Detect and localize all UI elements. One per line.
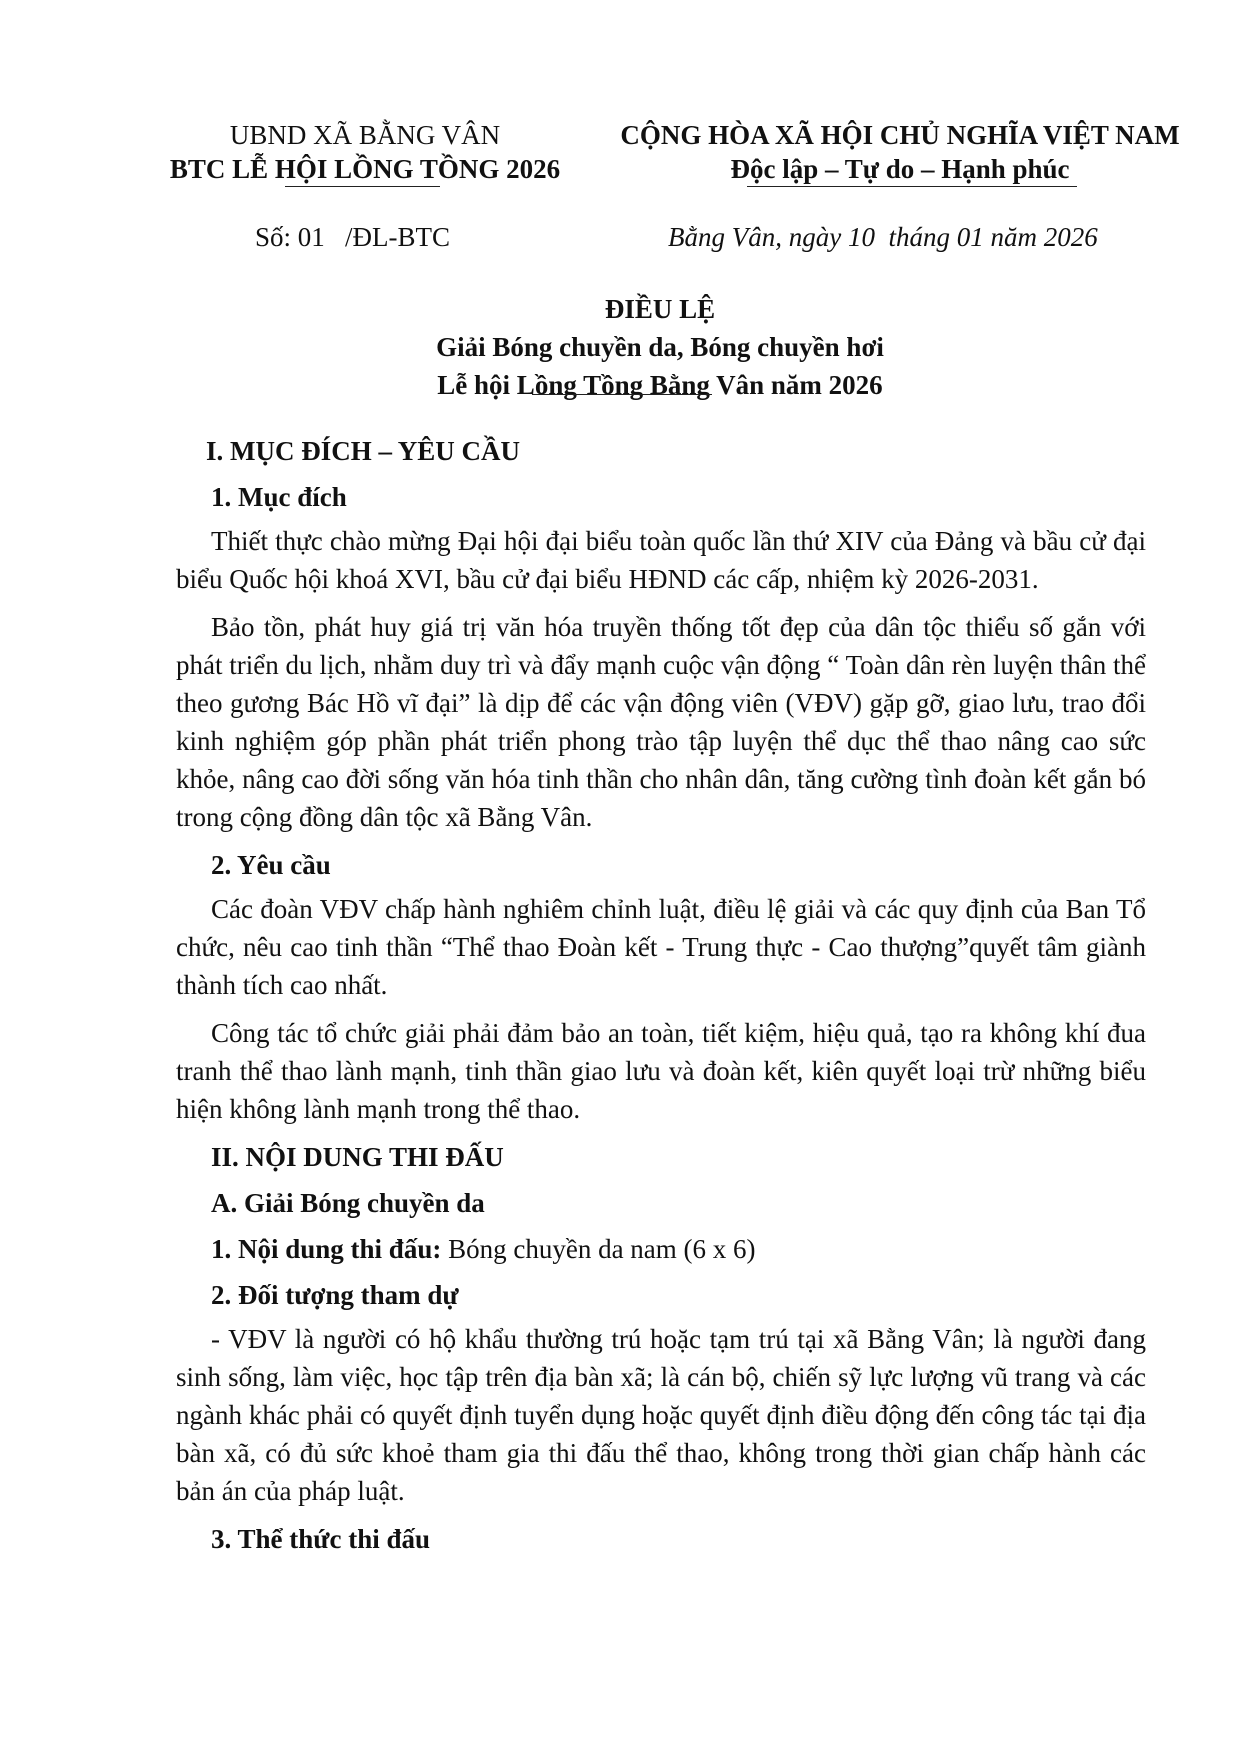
subsection-heading: 1. Mục đích xyxy=(211,482,347,512)
title-line-3: Lễ hội Lồng Tồng Bằng Vân năm 2026 xyxy=(437,370,883,400)
issuer-block xyxy=(130,118,600,186)
document-date: Bằng Vân, ngày 10 tháng 01 năm 2026 xyxy=(668,222,1098,252)
paragraph: Công tác tổ chức giải phải đảm bảo an toàn, tiết kiệm, hiệu quả, tạo ra không khí đua tranh thể thao lành mạnh, tinh thần giao lưu và đoàn kết, kiên quyết loại trừ những biểu hiện không lành mạnh trong thể thao. xyxy=(176,1018,1146,1124)
title-line-2: Giải Bóng chuyền da, Bóng chuyền hơi xyxy=(436,332,884,362)
subsection-heading: 2. Yêu cầu xyxy=(211,850,331,880)
national-title: CỘNG HÒA XÃ HỘI CHỦ NGHĨA VIỆT NAM xyxy=(620,120,1180,150)
document-title xyxy=(130,290,1190,404)
national-header xyxy=(610,118,1190,186)
title-line-1: ĐIỀU LỆ xyxy=(604,294,716,324)
content-label: 1. Nội dung thi đấu: xyxy=(211,1234,442,1264)
content-value: Bóng chuyền da nam (6 x 6) xyxy=(441,1234,756,1264)
document-body xyxy=(176,432,1146,1558)
title-underline xyxy=(532,394,712,395)
paragraph: Bảo tồn, phát huy giá trị văn hóa truyền thống tốt đẹp của dân tộc thiểu số gắn với phát triển du lịch, nhằm duy trì và đẩy mạnh cuộc vận động “ Toàn dân rèn luyện thân thể theo gương Bác Hồ vĩ đại” là dịp để các vận động viên (VĐV) gặp gỡ, giao lưu, trao đổi kinh nghiệm góp phần phát triển phong trào tập luyện thể dục thể thao nâng cao sức khỏe, nâng cao đời sống văn hóa tinh thần cho nhân dân, tăng cường tình đoàn kết gắn bó trong cộng đồng dân tộc xã Bằng Vân. xyxy=(176,612,1146,832)
subsection-heading: A. Giải Bóng chuyền da xyxy=(211,1188,485,1218)
national-motto: Độc lập – Tự do – Hạnh phúc xyxy=(730,154,1070,184)
document-number: Số: 01 /ĐL-BTC xyxy=(255,222,451,252)
content-line xyxy=(176,1230,1146,1268)
section-heading: I. MỤC ĐÍCH – YÊU CẦU xyxy=(206,436,520,466)
motto-underline xyxy=(747,186,1077,187)
paragraph: - VĐV là người có hộ khẩu thường trú hoặc tạm trú tại xã Bằng Vân; là người đang sinh sống, làm việc, học tập trên địa bàn xã; là cán bộ, chiến sỹ lực lượng vũ trang và các ngành khác phải có quyết định tuyển dụng hoặc quyết định điều động đến công tác tại địa bàn xã, có đủ sức khoẻ tham gia thi đấu thể thao, không trong thời gian chấp hành các bản án của pháp luật. xyxy=(176,1324,1146,1506)
issuer-line-2: BTC LỄ HỘI LỒNG TỒNG 2026 xyxy=(169,154,561,184)
issuer-line-1: UBND XÃ BẰNG VÂN xyxy=(229,120,501,150)
issuer-underline xyxy=(285,186,440,187)
section-heading: II. NỘI DUNG THI ĐẤU xyxy=(211,1142,504,1172)
paragraph: Các đoàn VĐV chấp hành nghiêm chỉnh luật, điều lệ giải và các quy định của Ban Tổ chức, nêu cao tinh thần “Thể thao Đoàn kết - Trung thực - Cao thượng”quyết tâm giành thành tích cao nhất. xyxy=(176,894,1146,1000)
paragraph: Thiết thực chào mừng Đại hội đại biểu toàn quốc lần thứ XIV của Đảng và bầu cử đại biểu Quốc hội khoá XVI, bầu cử đại biểu HĐND các cấp, nhiệm kỳ 2026-2031. xyxy=(176,526,1146,594)
subsection-heading: 2. Đối tượng tham dự xyxy=(211,1280,459,1310)
subsection-heading: 3. Thể thức thi đấu xyxy=(211,1524,431,1554)
